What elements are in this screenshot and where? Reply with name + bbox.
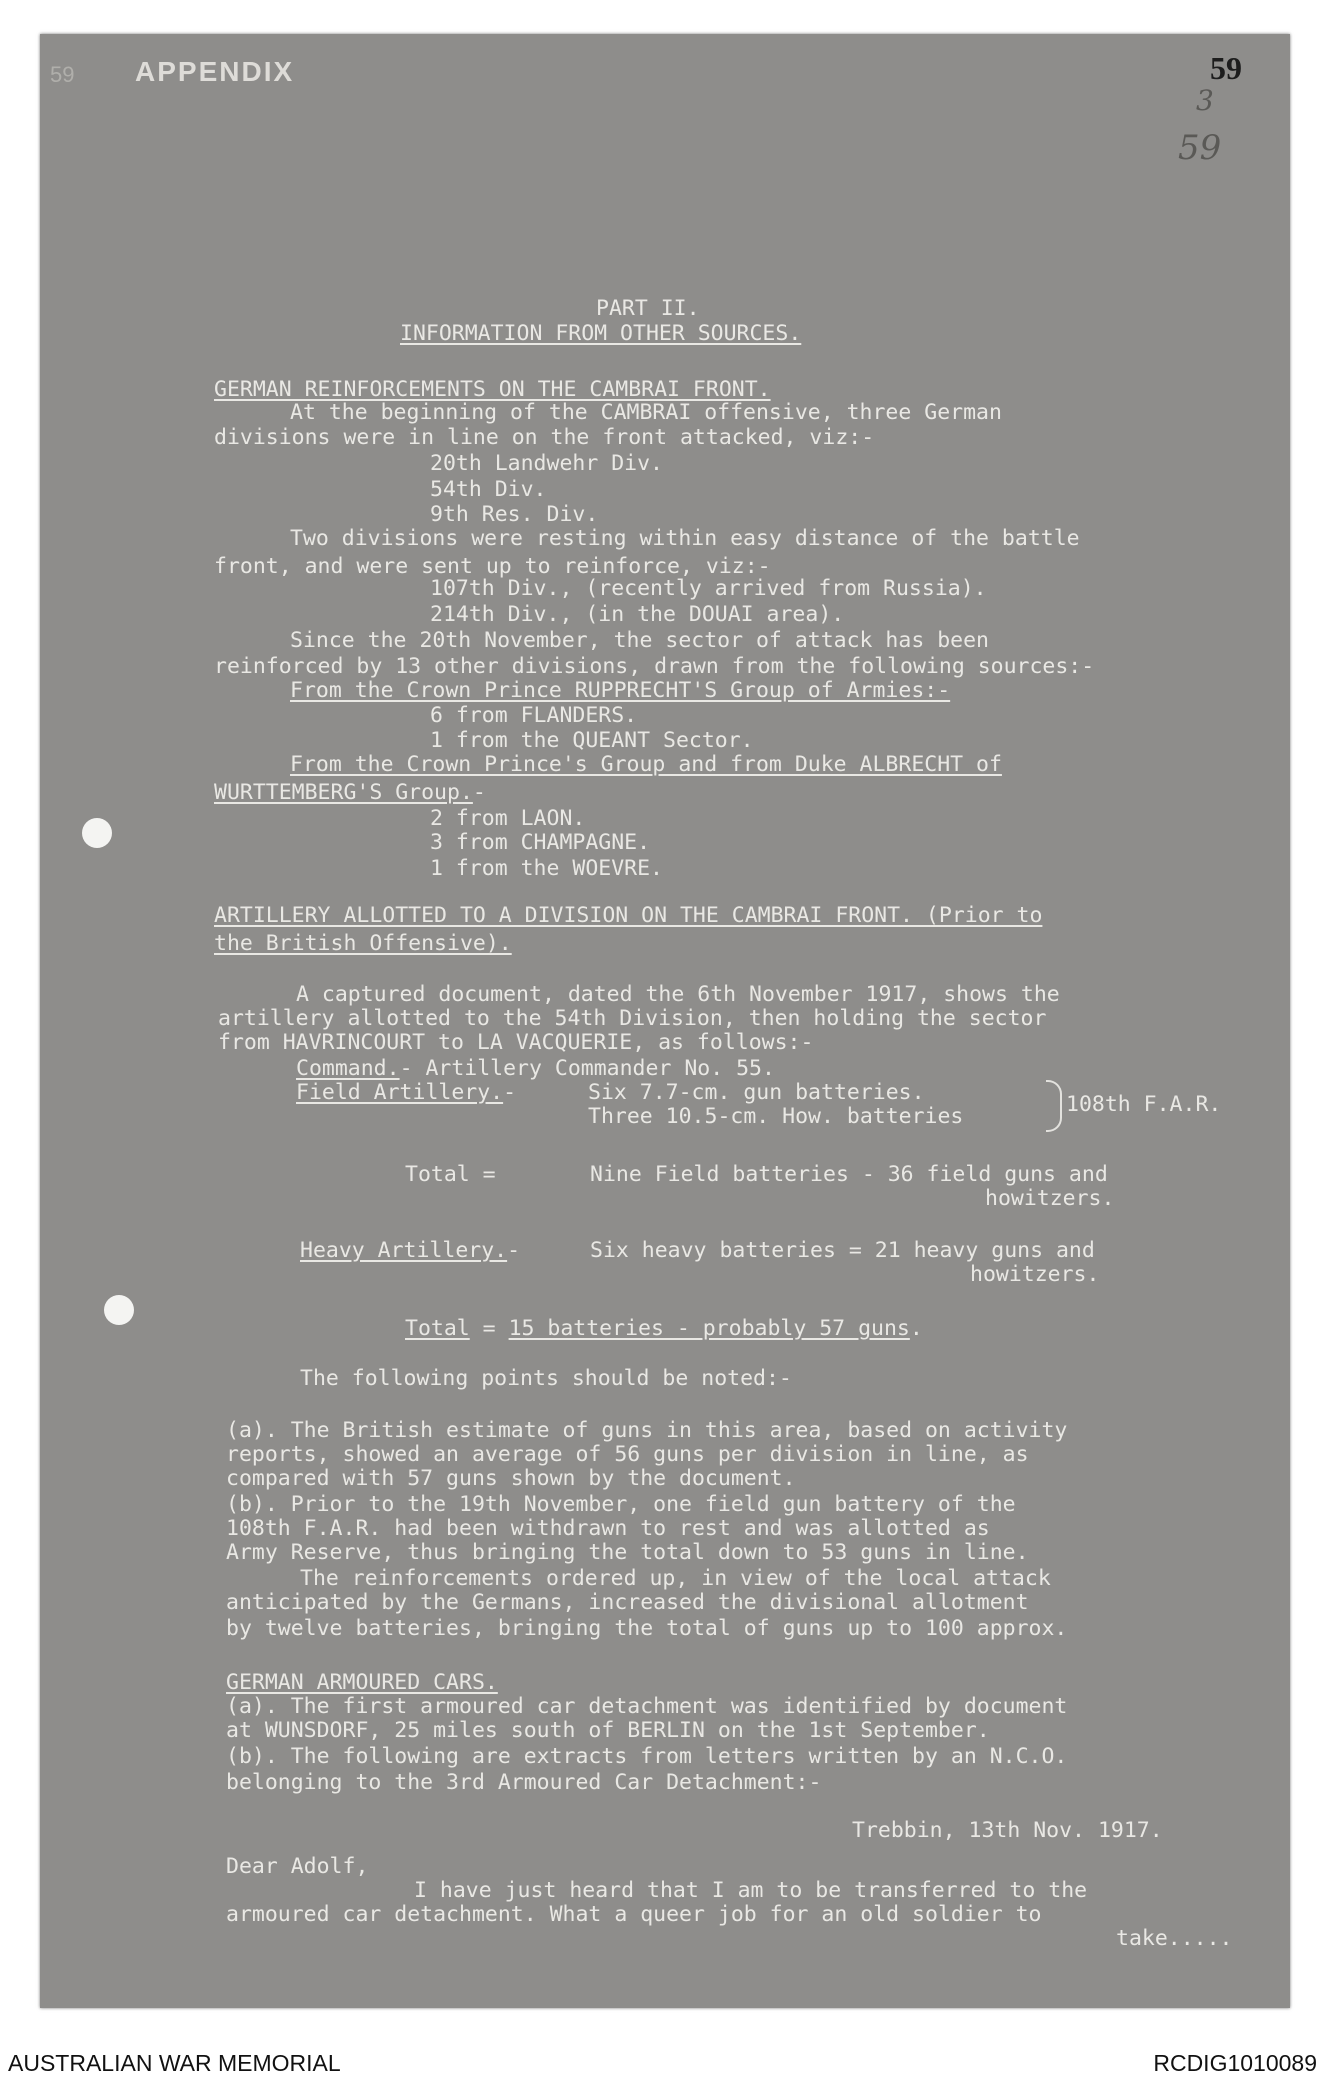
total-label: Total (405, 1316, 470, 1341)
folio-number: 59 (1210, 50, 1242, 86)
handwritten-note: 59 (1178, 128, 1222, 168)
text-line: (b). Prior to the 19th November, one field gun battery of the (226, 1492, 1016, 1517)
list-item: 2 from LAON. (430, 806, 586, 831)
punch-hole (82, 818, 112, 848)
list-item: 1 from the WOEVRE. (430, 856, 663, 881)
total-tail: . (909, 1316, 923, 1341)
brace (1046, 1080, 1062, 1132)
source-heading-text: WURTTEMBERG'S Group. (214, 780, 473, 805)
text-line: (a). The first armoured car detachment was identified by document (226, 1694, 1068, 1719)
text-line: At the beginning of the CAMBRAI offensive, three German (290, 400, 1002, 425)
part-title: PART II. (596, 296, 700, 321)
section-heading: ARTILLERY ALLOTTED TO A DIVISION ON THE CAMBRAI FRONT. (Prior to (214, 903, 1043, 928)
heavy-artillery-label (300, 1240, 520, 1262)
section-heading: the British Offensive). (214, 931, 512, 956)
command-row (296, 1058, 775, 1080)
text-line: Six 7.7-cm. gun batteries. (588, 1080, 925, 1105)
text-line: Three 10.5-cm. How. batteries (588, 1104, 964, 1129)
text-line: artillery allotted to the 54th Division, then holding the sector (218, 1006, 1047, 1031)
text-line: The following points should be noted:- (300, 1366, 792, 1391)
text-line: Two divisions were resting within easy distance of the battle (290, 526, 1080, 551)
text-line: by twelve batteries, bringing the total of guns up to 100 approx. (226, 1616, 1068, 1641)
text-line: 108th F.A.R. had been withdrawn to rest and was allotted as (226, 1516, 990, 1541)
source-heading: From the Crown Prince RUPPRECHT'S Group of Armies:- (290, 678, 951, 703)
list-item: 6 from FLANDERS. (430, 703, 638, 728)
text-line: The reinforcements ordered up, in view of the local attack (300, 1566, 1051, 1591)
footer-id: RCDIG1010089 (1153, 2050, 1317, 2076)
command-label: Command. (296, 1056, 400, 1081)
source-heading: From the Crown Prince's Group and from Duke ALBRECHT of (290, 752, 1002, 777)
section-heading: GERMAN ARMOURED CARS. (226, 1670, 498, 1695)
text-line: I have just heard that I am to be transferred to the (414, 1878, 1088, 1903)
text-line: reports, showed an average of 56 guns per division in line, as (226, 1442, 1029, 1467)
total-eq: = (469, 1316, 509, 1341)
handwritten-note: 3 (1196, 84, 1214, 117)
letter-place-date: Trebbin, 13th Nov. 1917. (852, 1818, 1163, 1843)
list-item: 20th Landwehr Div. (430, 451, 663, 476)
text-line: reinforced by 13 other divisions, drawn from the following sources:- (214, 654, 1095, 679)
text-line: Nine Field batteries - 36 field guns and (590, 1162, 1108, 1187)
punch-hole (104, 1295, 134, 1325)
text-line: compared with 57 guns shown by the document. (226, 1466, 796, 1491)
text-line: Since the 20th November, the sector of attack has been (290, 628, 989, 653)
text-line: Six heavy batteries = 21 heavy guns and (590, 1238, 1095, 1263)
footer-source: AUSTRALIAN WAR MEMORIAL (8, 2050, 341, 2076)
field-artillery-label (296, 1082, 516, 1104)
text-line: from HAVRINCOURT to LA VACQUERIE, as follows:- (218, 1030, 814, 1055)
section-heading: GERMAN REINFORCEMENTS ON THE CAMBRAI FRONT. (214, 377, 771, 402)
appendix-stamp: APPENDIX (135, 56, 295, 87)
list-item: 3 from CHAMPAGNE. (430, 830, 651, 855)
text-line: (b). The following are extracts from letters written by an N.C.O. (226, 1744, 1068, 1769)
text-line: Army Reserve, thus bringing the total down to 53 guns in line. (226, 1540, 1029, 1565)
command-value: - Artillery Commander No. 55. (399, 1056, 775, 1081)
heavy-dash: - (507, 1238, 521, 1263)
list-item: 214th Div., (in the DOUAI area). (430, 602, 845, 627)
text-line: armoured car detachment. What a queer job for an old soldier to (226, 1902, 1042, 1927)
text-line: (a). The British estimate of guns in this area, based on activity (226, 1418, 1068, 1443)
unit-label: 108th F.A.R. (1066, 1092, 1222, 1117)
list-item: 9th Res. Div. (430, 502, 599, 527)
list-item: 1 from the QUEANT Sector. (430, 728, 754, 753)
list-item: 107th Div., (recently arrived from Russia). (430, 576, 987, 601)
source-heading-tail: - (472, 780, 486, 805)
text-line: howitzers. (970, 1262, 1100, 1287)
source-heading-cont (214, 782, 486, 804)
text-line: belonging to the 3rd Armoured Car Detachment:- (226, 1770, 822, 1795)
text-line: take..... (1116, 1926, 1233, 1951)
stamp-number: 59 (50, 62, 75, 87)
text-line: front, and were sent up to reinforce, viz:- (214, 554, 771, 579)
text-line: anticipated by the Germans, increased the divisional allotment (226, 1590, 1029, 1615)
section-subtitle: INFORMATION FROM OTHER SOURCES. (400, 321, 802, 346)
heavy-label: Heavy Artillery. (300, 1238, 508, 1263)
text-line: divisions were in line on the front attacked, viz:- (214, 425, 875, 450)
total-value: 15 batteries - probably 57 guns (508, 1316, 910, 1341)
field-dash: - (503, 1080, 517, 1105)
text-line: howitzers. (985, 1186, 1115, 1211)
grand-total-row (405, 1318, 923, 1340)
text-line: A captured document, dated the 6th November 1917, shows the (296, 982, 1060, 1007)
list-item: 54th Div. (430, 477, 547, 502)
total-label: Total = (405, 1162, 496, 1187)
letter-salutation: Dear Adolf, (226, 1854, 369, 1879)
field-label: Field Artillery. (296, 1080, 504, 1105)
text-line: at WUNSDORF, 25 miles south of BERLIN on the 1st September. (226, 1718, 990, 1743)
